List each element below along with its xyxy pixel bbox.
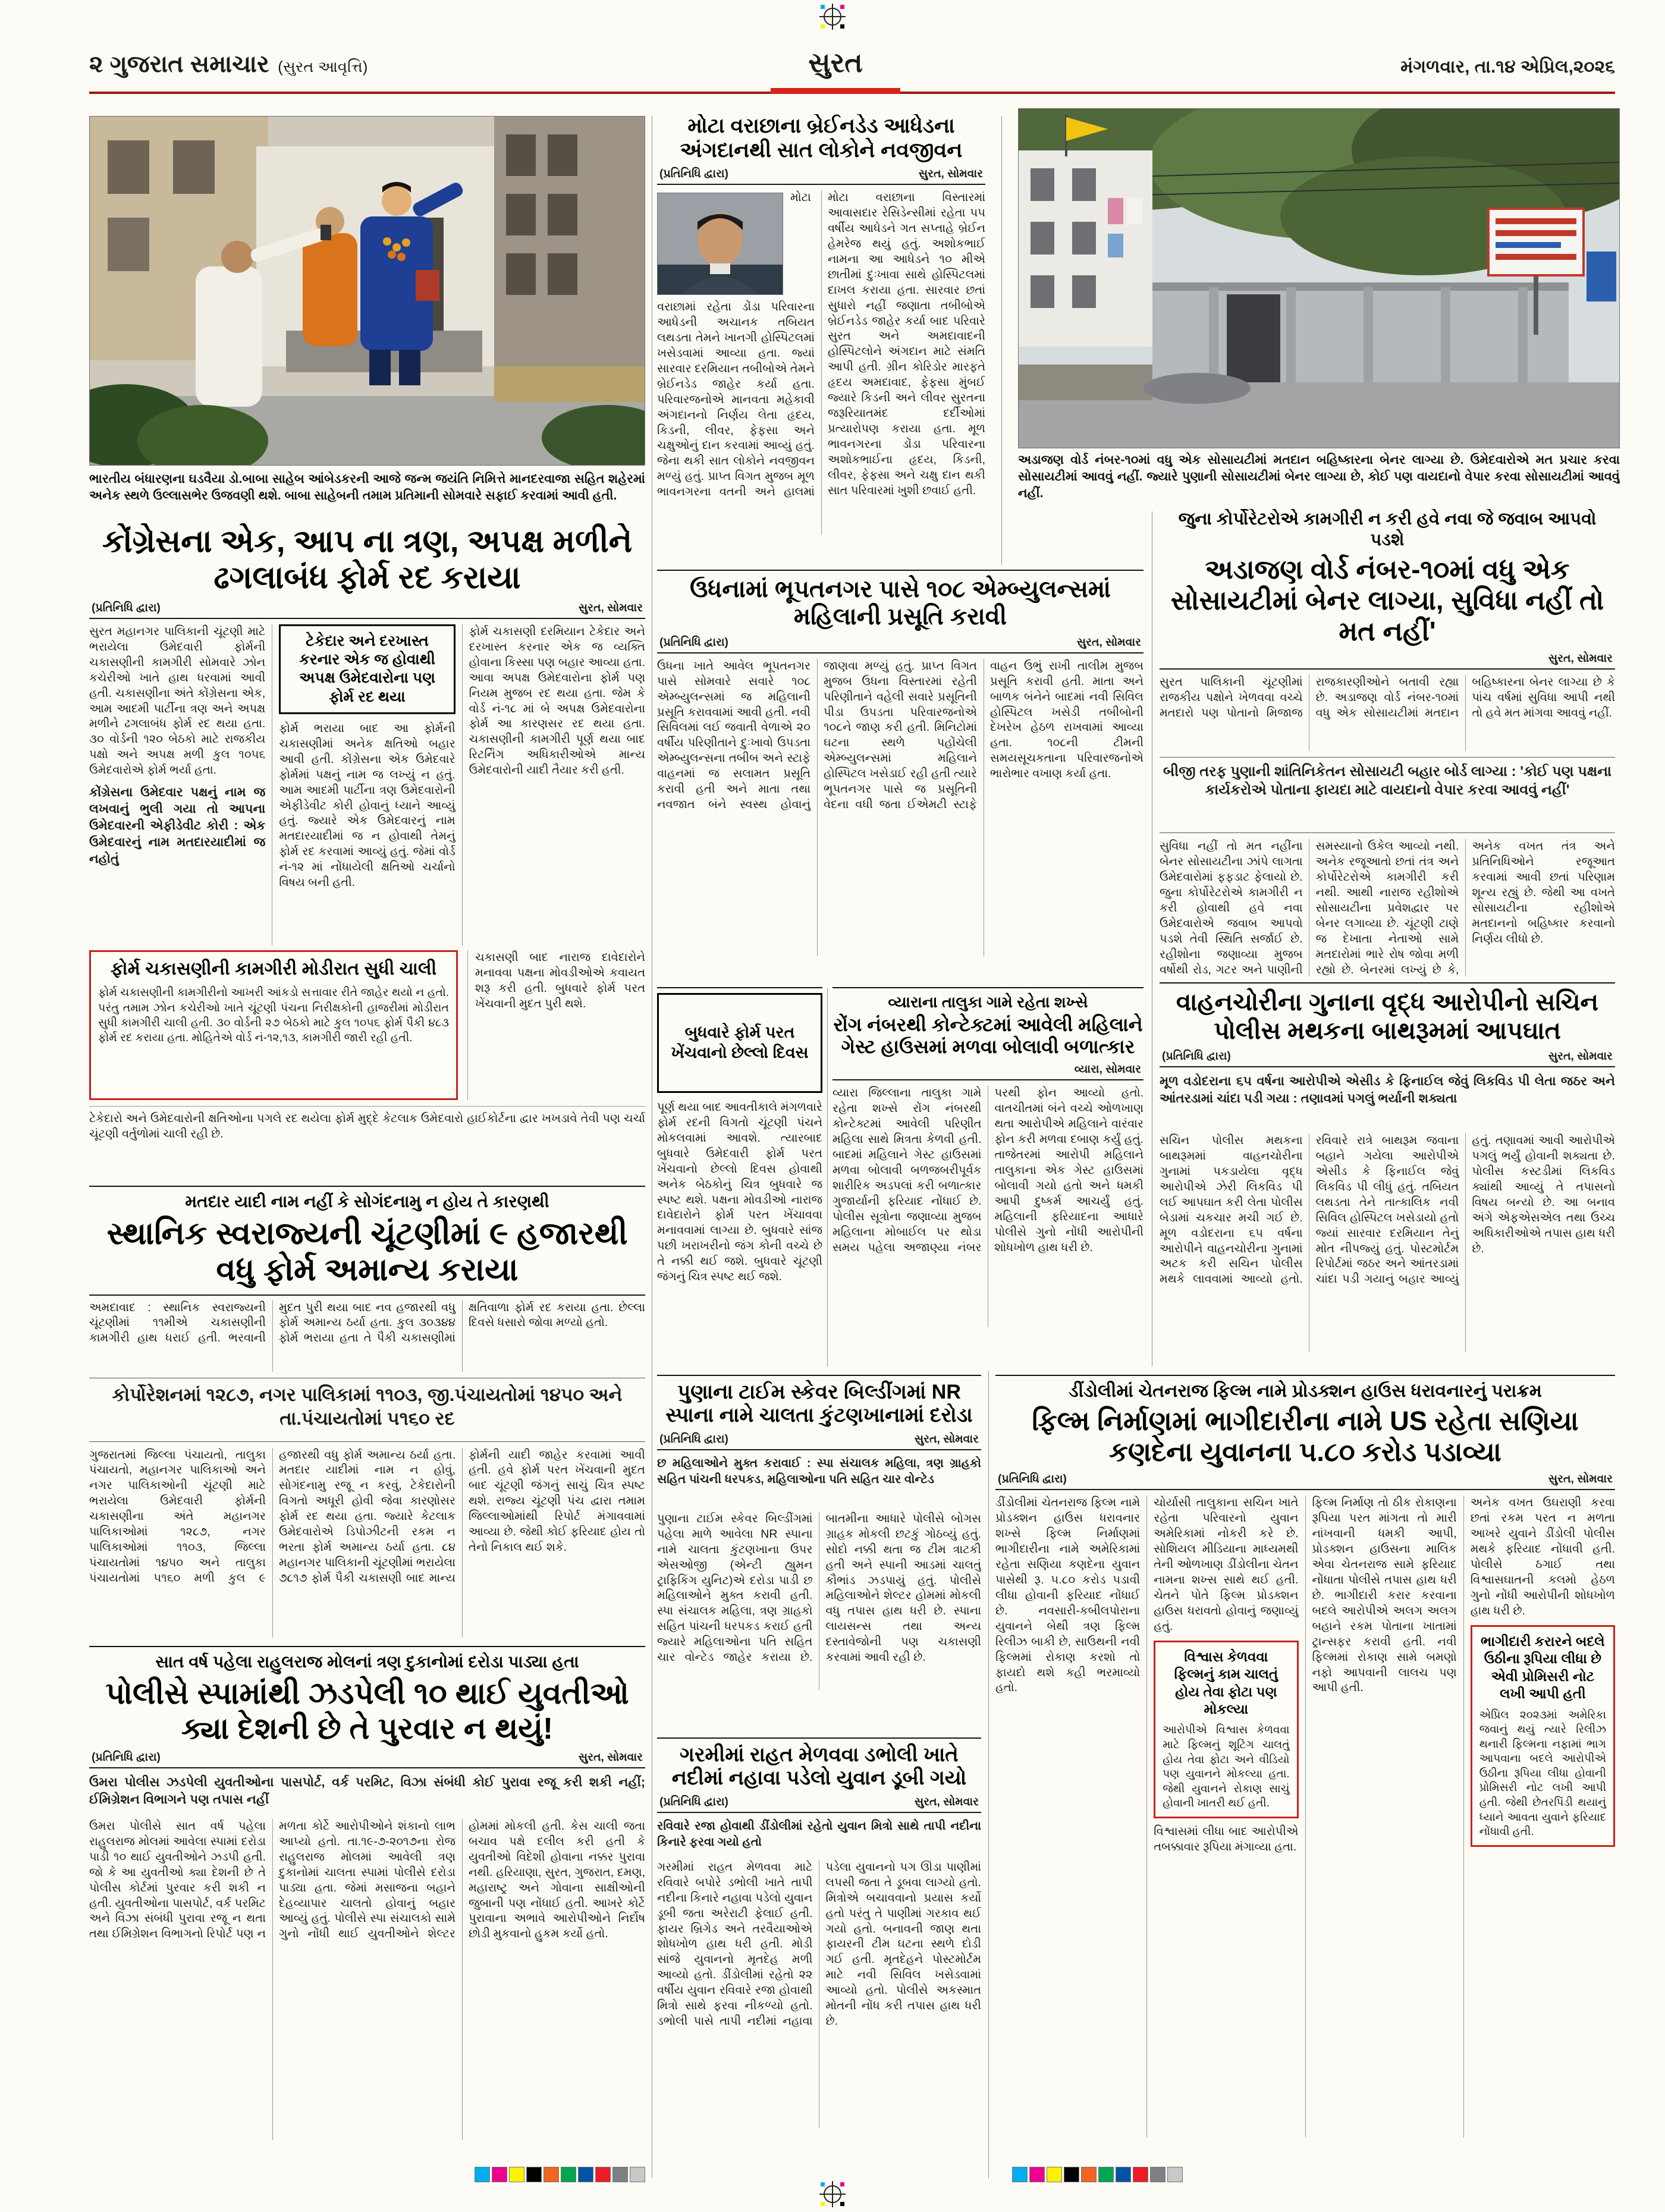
congress-tail-text: ટેકેદારો અને ઉમેદવારોની ક્ષતિઓના પગલે રદ થયેલા ફોર્મ મુદ્દે કેટલાક ઉમેદવારો હાઈકોર્ટના દ્વાર ખખડાવે તેવી પણ ચર્ચા ચૂંટણી વર્તુળોમાં ચાલી રહી છે. [89,1106,645,1158]
color-bar-right [1012,2167,1183,2182]
article-sachin-subhead: મૂળ વડોદરાના ૬૫ વર્ષના આરોપીએ એસીડ કે ફિનાઈલ જેવું લિકવિડ પી લેતા જઠર અને આંતરડામાં ચાંદા પડી ગયા : તણાવમાં પગલું ભર્યાની શક્યતા [1160,1074,1615,1106]
congress-col-2 [272,624,461,945]
article-udhna-headline: ઉધનામાં ભૂપતનગર પાસે ૧૦૮ એમ્બ્યુલન્સમાં મહિલાની પ્રસૂતિ કરાવી [690,576,1111,630]
article-sachin-suicide [1160,982,1615,1366]
film-col3-text: ફિલ્મ નિર્માણ તો ઠીક રોકાણના રૂપિયા પરત માંગતા તો મારી નાંખવાની ધમકી આપી, પ્રોડક્શન હાઉસના માલિક એવા ચેતનરાજ સામે ફરિયાદ નોંધાતા પોલીસે તપાસ હાથ ધરી છે. ભાગીદારી કરાર કરવાના બદલે આરોપીએ અલગ અલગ બહાને રકમ પોતાના ખાતામાં ટ્રાન્સફર કરાવી હતી. નવી ફિલ્મમાં રોકાણ સામે બમણો નફો આપવાની લાલચ પણ આપી હતી. [1312,1496,1457,1695]
article-election-kicker: મતદાર યાદી નામ નહીં કે સોગંદનામુ ન હોય તે કારણથી [185,1192,549,1211]
article-election-bodyB: ગુજરાતમાં જિલ્લા પંચાયતો, તાલુકા પંચાયતો, મહાનગર પાલિકાઓ અને નગર પાલિકાઓની ચૂંટણી માટે ભરાયેલા ઉમેદવારી ફોર્મની ચકાસણીના અંતે મહાનગર પાલિકાઓમાં ૧૨૮૭, નગર પાલિકાઓમાં ૧૧૦૩, જિલ્લા પંચાયતોમાં ૧૪૫૦ અને તાલુકા પંચાયતોમાં ૫૧૬૦ મળી કુલ ૯ હજારથી વધુ ફોર્મ અમાન્ય ઠર્યા હતા. મતદાર યાદીમાં નામ ન હોવું, સોગંદનામુ રજૂ ન કરવું, ટેકેદારોની વિગતો અધૂરી હોવી જેવા કારણોસર ફોર્મ રદ થયા હતા. જ્યારે કેટલાક ઉમેદવારોએ ડિપોઝીટની રકમ ન ભરતા ફોર્મ અમાન્ય ઠર્યા હતા. ૮૪ મહાનગર પાલિકાની ચૂંટણીમાં ભરાયેલા ૭૮૧૭ ફોર્મ પૈકી ચકાસણી બાદ માન્ય ફોર્મની યાદી જાહેર કરવામાં આવી હતી. હવે ફોર્મ પરત ખેંચવાની મુદત બાદ ચૂંટણી જંગનું સાચું ચિત્ર સ્પષ્ટ થશે. રાજ્ય ચૂંટણી પંચ દ્વારા તમામ જિલ્લાઓમાંથી રિપોર્ટ મંગાવવામાં આવ્યા છે. જેથી કોઈ ફરિયાદ હોય તો તેનો નિકાલ થઈ શકે. [89,1448,645,1585]
article-organ-donation [657,114,985,566]
article-thai-byline [89,1749,645,1768]
article-thai-bold: ઉમરા પોલીસ ઝડપેલી યુવતીઓના પાસપોર્ટ, વર્ક પરમિટ, વિઝા સંબંધી કોઈ પુરાવા રજૂ કરી શકી નહીં; ઈમિગ્રેશન વિભાગને પણ તપાસ નહીં [89,1774,645,1806]
article-nr-spa-raid [657,1375,981,1730]
byline-credit: (પ્રતિનિધિ દ્વારા) [998,1473,1067,1486]
article-film-byline [995,1471,1615,1490]
withdrawal-box-text: પૂર્ણ થયા બાદ આવતીકાલે મંગળવારે ફોર્મ રદની વિગતો ચૂંટણી પંચને મોકલવામાં આવશે. ત્યારબાદ બુધવારે ઉમેદવારી ફોર્મ પરત ખેંચવાનો છેલ્લો દિવસ હોવાથી અનેક બેઠકોનું ચિત્ર બુધવારે જ સ્પષ્ટ થશે. પક્ષના મોવડીઓ નારાજ દાવેદારોને ફોર્મ પરત ખેંચાવવા મનાવવામાં લાગ્યા છે. બુધવારે સાંજ પછી ખરાખરીનો જંગ કોની વચ્ચે છે તે નક્કી થઈ જશે. બુધવારે ચૂંટણી જંગનું ચિત્ર સ્પષ્ટ થઈ જશે. [657,1101,822,1284]
masthead-edition: (સુરત આવૃત્તિ) [278,58,368,76]
article-election-subhead: કોર્પોરેશનમાં ૧૨૮૭, નગર પાલિકામાં ૧૧૦૩, જી.પંચાયતોમાં ૧૪૫૦ અને તા.પંચાયતોમાં ૫૧૬૦ રદ [89,1378,645,1442]
film-col-1 [995,1495,1146,2138]
article-banner-body1: સુરત પાલિકાની ચૂંટણીમાં રાજકીય પક્ષોને ખેળવવા વચ્ચે મતદારો પણ પોતાનો મિજાજ રાજકારણીઓને બતાવી રહ્યા છે. અડાજણ વોર્ડ નંબર-૧૦માં વધુ એક સોસાયટીમાં મતદાન બહિષ્કારના બેનર લાગ્યા છે કે પાંચ વર્ષમાં સુવિધા આપી નથી તો હવે મત માંગવા આવવું નહીં. [1160,675,1615,719]
congress-col2-text: ફોર્મ ભરાયા બાદ આ ફોર્મની ચકાસણીમાં અનેક ક્ષતિઓ બહાર આવી હતી. કોંગ્રેસના એક ઉમેદવારે ફોર્મમાં પક્ષનું નામ જ લખ્યું ન હતું. આમ આદમી પાર્ટીના ત્રણ ઉમેદવારોની એફીડેવીટ કોરી હોવાનું ધ્યાને આવ્યું હતું. જ્યારે એક ઉમેદવારનું નામ મતદારયાદીમાં જ ન હોવાથી તેમનું ફોર્મ રદ કરવામાં આવ્યું હતું. જેમાં વોર્ડ નં-૧૨ માં નોંધાયેલી ક્ષતિઓ ચર્ચાનો વિષય બની હતી. [279,721,455,890]
section-title: સુરત [808,47,863,78]
film-redbox-photos-text: આરોપીએ વિશ્વાસ કેળવવા માટે ફિલ્મનું શૂટિંગ ચાલતું હોય તેવા ફોટા અને વીડિયો પણ યુવાનને મોકલ્યા હતા. જેથી યુવાનને રોકાણ સાચું હોવાની ખાતરી થઈ હતી. [1163,1723,1290,1809]
article-organ-text: મોટા વરાછામાં રહેતા ડોંડા પરિવારના આધેડની અચાનક તબિયત લથડતા તેમને ખાનગી હોસ્પિટલમાં ખસેડવામાં આવ્યા હતા. જ્યાં સારવાર દરમિયાન તબીબોએ તેમને બ્રેઈનડેડ જાહેર કર્યા હતા. પરિવારજનોએ માનવતા મહેકાવી અંગદાનનો નિર્ણય લેતા હૃદય, કિડની, લીવર, ફેફસા અને ચક્ષુઓનું દાન કરવામાં આવ્યું હતું. જેના થકી સાત લોકોને નવજીવન મળ્યું હતું. પ્રાપ્ત વિગત મુજબ મૂળ ભાવનગરના વતની અને હાલમાં મોટા વરાછાના વિસ્તારમાં આવાસદાર રેસિડેન્સીમાં રહેતા ૫૫ વર્ષીય આધેડને ગત સપ્તાહે બ્રેઈન હેમરેજ થયું હતું. અશોકભાઈ નામના આ આધેડને ૧૦ મીએ છાતીમાં દુઃખાવા સાથે હોસ્પિટલમાં દાખલ કરાયા હતા. સારવાર છતાં સુધારો નહીં જણાતા તબીબોએ બ્રેઈનડેડ જાહેર કર્યા બાદ પરિવારે સુરત અને અમદાવાદની હોસ્પિટલોને અંગદાન માટે સંમતિ આપી હતી. ગ્રીન કોરિડોર મારફતે હૃદય અમદાવાદ, ફેફસા મુંબઈ જ્યારે કિડની અને લીવર સુરતના જરૂરિયાતમંદ દર્દીઓમાં પ્રત્યારોપણ કરાયા હતા. મૂળ ભાવનગરના ડોંડા પરિવારના અશોકભાઈના હૃદય, કિડની, લીવર, ફેફસા અને ચક્ષુ દાન થકી સાત પરિવારમાં ખુશી છવાઈ હતી. [657,191,985,499]
congress-redbox [89,950,458,1100]
film-col-2 [1146,1495,1305,2138]
ambedkar-statue-photo-image [90,117,645,465]
byline-dateline: વ્યારા, સોમવાર [1074,1063,1141,1076]
congress-col-1 [89,624,272,945]
byline-dateline: સુરત, સોમવાર [1076,636,1141,649]
registration-mark-icon [819,4,846,30]
film-col1-text: ડીંડોલીમાં ચેતનરાજ ફિલ્મ નામે પ્રોડક્શન હાઉસ ધરાવનાર શખ્સે ફિલ્મ નિર્માણમાં ભાગીદારીના નામે અમેરિકામાં રહેતા સણિયા કણદેના યુવાન પાસેથી રૂ. ૫.૮૦ કરોડ પડાવી લીધા હોવાની ફરિયાદ નોંધાઈ છે. નવસારી-કબીલપોરાના યુવાનને બેથી ત્રણ ફિલ્મ રિલીઝ બાકી છે, સાઉથની નવી ફિલ્મમાં રોકાણ કરશો તો ફાયદો થશે કહી ભરમાવ્યો હતો. [995,1496,1141,1695]
column-rule-mid-top [1001,116,1002,565]
congress-col-3 [462,624,645,945]
withdrawal-lastday-block [657,987,822,1366]
byline-credit: (પ્રતિનિધિ દ્વારા) [659,1432,728,1446]
article-film-columns [995,1495,1615,2138]
article-sachin-body: સચિન પોલીસ મથકના બાથરૂમમાં વાહનચોરીના ગુનામાં પકડાયેલા વૃદ્ધ આરોપીએ ઝેરી લિકવિડ પી લઈ આપઘાત કરી લેતા પોલીસ બેડામાં ચકચાર મચી ગઈ છે. મૂળ વડોદરાના ૬૫ વર્ષના આરોપીને વાહનચોરીના ગુનામાં અટક કરી સચિન પોલીસ મથકે લાવવામાં આવ્યો હતો. રવિવારે રાત્રે બાથરૂમ જવાના બહાને ગયેલા આરોપીએ એસીડ કે ફિનાઈલ જેવું લિકવિડ પી લીધું હતું. તબિયત લથડતા તેને તાત્કાલિક નવી સિવિલ હોસ્પિટલ ખસેડાયો હતો જ્યાં સારવાર દરમિયાન તેનું મોત નીપજ્યું હતું. પોસ્ટમોર્ટમ રિપોર્ટમાં જઠર અને આંતરડામાં ચાંદા પડી ગયાનું બહાર આવ્યું હતું. તણાવમાં આવી આરોપીએ પગલું ભર્યું હોવાની શક્યતા છે. પોલીસ કસ્ટડીમાં લિકવિડ ક્યાંથી આવ્યું તે તપાસનો વિષય બન્યો છે. આ બનાવ અંગે એફએસએલ તથા ઉચ્ચ અધિકારીઓએ તપાસ હાથ ધરી છે. [1160,1134,1615,1286]
article-thai-spa-case [89,1646,645,2178]
article-banner-subhead: બીજી તરફ પુણાની શાંતિનિકેતન સોસાયટી બહાર બોર્ડ લાગ્યા : 'કોઈ પણ પક્ષના કાર્યકરોએ પોતાના ફાયદા માટે વાયદાનો વેપાર કરવા આવવું નહીં' [1160,757,1615,833]
article-vyara-crime [832,987,1143,1366]
organ-donor-portrait-image [658,193,783,294]
film-col2-text-a: ચોર્યાસી તાલુકાના સચિન ખાતે રહેતા પરિવારનો યુવાન અમેરિકામાં નોકરી કરે છે. સોશિયલ મીડિયાના માધ્યમથી તેની ઓળખાણ ડીંડોલીના ચેતન નામના શખ્સ સાથે થઈ હતી. ચેતને પોતે ફિલ્મ પ્રોડક્શન હાઉસ ધરાવતો હોવાનું જણાવ્યું હતું. [1154,1496,1299,1633]
byline-dateline: સુરત, સોમવાર [1548,1050,1613,1063]
article-sachin-headline: વાહનચોરીના ગુનાના વૃદ્ધ આરોપીનો સચિન પોલીસ મથકના બાથરૂમમાં આપઘાત [1176,988,1599,1044]
society-banner-photo [1018,108,1620,448]
byline-dateline: સુરત, સોમવાર [578,601,643,614]
article-organ-body [657,190,985,535]
article-congress-forms [89,523,645,1177]
byline-credit: (પ્રતિનિધિ દ્વારા) [92,601,161,614]
page-date: મંગળવાર, તા.૧૪ એપ્રિલ,૨૦૨૬ [1400,57,1615,77]
ambedkar-statue-photo [89,116,645,466]
byline-dateline: સુરત, સોમવાર [578,1751,643,1764]
article-spa-body: પુણાના ટાઈમ સ્કેવર બિલ્ડીંગમાં પહેલા માળે આવેલા NR સ્પાના નામે ચાલતા કુંટણખાના ઉપર એસઓજી (એન્ટી હ્યુમન ટ્રાફિકિંગ યુનિટ)એ દરોડા પાડી છ મહિલાઓને મુક્ત કરાવી હતી. સ્પા સંચાલક મહિલા, ત્રણ ગ્રાહકો સહિત પાંચની ધરપકડ કરાઈ હતી જ્યારે મહિલાઓના પતિ સહિત ચાર વોન્ટેડ જાહેર કરાયા છે. બાતમીના આધારે પોલીસે બોગસ ગ્રાહક મોકલી છટકું ગોઠવ્યું હતું. સોદો નક્કી થતા જ ટીમ ત્રાટકી હતી અને સ્પાની આડમાં ચાલતું કૌભાંડ ઝડપાયું હતું. પોલીસે મહિલાઓને શેલ્ટર હોમમાં મોકલી વધુ તપાસ હાથ ધરી છે. સ્પાના લાયસન્સ તથા અન્ય દસ્તાવેજોની પણ ચકાસણી કરવામાં આવી રહી છે. [657,1512,981,1664]
congress-side-text: ચકાસણી બાદ નારાજ દાવેદારોને મનાવવા પક્ષના મોવડીઓએ કવાયત શરૂ કરી હતી. બુધવારે ફોર્મ પરત ખેંચવાની મુદત પુરી થશે. [467,950,645,1100]
masthead [89,51,624,78]
article-sachin-byline [1160,1048,1615,1067]
film-col4-text: અનેક વખત ઉઘરાણી કરવા છતાં રકમ પરત ન મળતા આખરે યુવાને ડીંડોલી પોલીસ મથકે ફરિયાદ નોંધાવી હતી. પોલીસે ઠગાઈ તથા વિશ્વાસઘાતની કલમો હેઠળ ગુનો નોંધી આરોપીની શોધખોળ હાથ ધરી છે. [1470,1496,1615,1617]
congress-redbox-text: ફોર્મ ચકાસણીની કામગીરીનો આખરી આંકડો સત્તાવાર રીતે જાહેર થયો ન હતો. પરંતુ તમામ ઝોન કચેરીઓ ખાતે ચૂંટણી પંચના નિરીક્ષકોની હાજરીમાં મોડીરાત સુધી કામગીરી ચાલી હતી. ૩૦ વોર્ડની ૨૭ બેઠકો માટે કુલ ૧૦૫૬ ફોર્મ પૈકી ૪૮૩ ફોર્મ રદ કરાયા હતા. મોહિતેએ વોર્ડ નં-૧૨,૧૩, કામગીરી જારી રહી હતી. [98,986,449,1045]
masthead-title: ૨ ગુજરાત સમાચાર [89,51,269,77]
article-film-fraud [995,1375,1615,2178]
column-rule-mid-bottom [988,1371,989,2178]
film-col-4 [1463,1495,1615,2138]
article-udhna-ambulance [657,570,1143,980]
article-udhna-byline [657,634,1143,653]
byline-credit: (પ્રતિનિધિ દ્વારા) [659,168,728,181]
congress-col1-text: સુરત મહાનગર પાલિકાની ચૂંટણી માટે ભરાયેલા ઉમેદવારી ફોર્મની ચકાસણીની કામગીરી સોમવારે ઝોન કચેરીઓ ખાતે હાથ ધરવામાં આવી હતી. ચકાસણીના અંતે કોંગ્રેસના એક, આમ આદમી પાર્ટીના ત્રણ અને અપક્ષ મળીને ઢગલાબંધ ફોર્મ રદ થયા હતા. ૩૦ વોર્ડની ૧૨૦ બેઠકો માટે રાજકીય પક્ષો અને અપક્ષ મળી કુલ ૧૦૫૬ ઉમેદવારોએ ફોર્મ ભર્યા હતા. [89,624,266,777]
article-congress-columns [89,624,645,945]
article-spa-byline [657,1431,981,1450]
article-garmi-bold: રવિવારે રજા હોવાથી ડીંડોલીમાં રહેતો યુવાન મિત્રો સાથે તાપી નદીના કિનારે ફરવા ગયો હતો [657,1819,981,1849]
article-banner-body2: સુવિધા નહીં તો મત નહીંના બેનર સોસાયટીના ઝાંપે લાગતા ઉમેદવારોમાં ફફડાટ ફેલાયો છે. જુના કોર્પોરેટરોએ કામગીરી ન કરી હોવાથી હવે નવા ઉમેદવારોએ જવાબ આપવો પડશે તેવી સ્થિતિ સર્જાઈ છે. રહીશોના જણાવ્યા મુજબ વર્ષોથી રોડ, ગટર અને પાણીની સમસ્યાનો ઉકેલ આવ્યો નથી. અનેક રજૂઆતો છતાં તંત્ર અને કોર્પોરેટરોએ કામગીરી કરી નથી. આથી નારાજ રહીશોએ સોસાયટીના પ્રવેશદ્વાર પર બેનર લગાવ્યા છે. ચૂંટણી ટાણે જ દેખાતા નેતાઓ સામે મતદારોમાં ભારે રોષ જોવા મળી રહ્યો છે. બેનરમાં લખ્યું છે કે, અનેક વખત તંત્ર અને પ્રતિનિધિઓને રજૂઆત કરવામાં આવી છતાં પરિણામ શૂન્ય રહ્યું છે. જેથી આ વખતે સોસાયટીના રહીશોએ મતદાનનો બહિષ્કાર કરવાનો નિર્ણય લીધો છે. [1160,840,1615,976]
byline-credit: (પ્રતિનિધિ દ્વારા) [659,636,728,649]
article-election-forms [89,1186,645,1638]
article-thai-kicker: સાત વર્ષ પહેલા રાહુલરાજ મોલનાં ત્રણ દુકાનોમાં દરોડા પાડ્યા હતા [155,1652,579,1671]
article-banner-byline [1160,651,1615,670]
film-col-3 [1305,1495,1463,2138]
column-rule-inner [827,988,828,1366]
article-organ-headline: મોટા વરાછાના બ્રેઈનડેડ આધેડના અંગદાનથી સાત લોકોને નવજીવન [680,114,963,162]
article-film-headline: ફિલ્મ નિર્માણમાં ભાગીદારીના નામે US રહેતા સણિયા કણદેના યુવાનના ૫.૮૦ કરોડ પડાવ્યા [1032,1406,1579,1468]
article-banner-headline: અડાજણ વોર્ડ નંબર-૧૦માં વધુ એક સોસાયટીમાં બેનર લાગ્યા, સુવિધા નહીં તો મત નહીં' [1170,554,1604,646]
byline-dateline: સુરત, સોમવાર [914,1432,979,1446]
left-photo-caption: ભારતીય બંધારણના ઘડવૈયા ડો.બાબા સાહેબ આંબેડકરની આજે જન્મ જયંતિ નિમિત્તે માનદરવાજા સહિત શહેરમાં અનેક સ્થળે ઉલ્લાસભેર ઉજવણી થશે. બાબા સાહેબની તમામ પ્રતિમાની સોમવારે સફાઈ કરવામાં આવી હતી. [89,472,645,503]
article-garmi-body: ગરમીમાં રાહત મેળવવા માટે રવિવારે બપોરે ડભોલી ખાતે તાપી નદીના કિનારે નહાવા પડેલો યુવાન ડૂબી જતા અરેરાટી ફેલાઈ હતી. ફાયર બ્રિગેડ અને તરવૈયાઓએ શોધખોળ હાથ ધરી હતી. મોડી સાંજે યુવાનનો મૃતદેહ મળી આવ્યો હતો. ડીંડોલીમાં રહેતો ૨૨ વર્ષીય યુવાન રવિવારે રજા હોવાથી મિત્રો સાથે ફરવા નીકળ્યો હતો. ડભોલી પાસે તાપી નદીમાં નહાવા પડેલા યુવાનનો પગ ઊંડા પાણીમાં લપસી જતા તે ડૂબવા લાગ્યો હતો. મિત્રોએ બચાવવાનો પ્રયાસ કર્યો હતો પરંતુ તે પાણીમાં ગરકાવ થઈ ગયો હતો. બનાવની જાણ થતા ફાયરની ટીમ ઘટના સ્થળે દોડી ગઈ હતી. મૃતદેહને પોસ્ટમોર્ટમ માટે નવી સિવિલ ખસેડવામાં આવ્યો હતો. પોલીસે અકસ્માત મોતની નોંધ કરી તપાસ હાથ ધરી છે. [657,1860,981,2028]
withdrawal-box-title: બુધવારે ફોર્મ પરત ખેંચવાનો છેલ્લો દિવસ [657,993,822,1093]
film-redbox-photos [1154,1641,1298,1818]
article-garmi-byline [657,1794,981,1813]
film-redbox-photos-title: વિશ્વાસ કેળવવા ફિલ્મનું કામ ચાલતું હોય તેવા ફોટા પણ મોકલ્યા [1174,1648,1278,1717]
congress-box-headline: ટેકેદાર અને દરખાસ્ત કરનાર એક જ હોવાથી અપક્ષ ઉમેદવારોના પણ ફોર્મ રદ થયા [279,624,455,714]
article-organ-byline [657,166,985,185]
article-vyara-byline [832,1061,1143,1080]
byline-credit: (પ્રતિનિધિ દ્વારા) [659,1795,728,1808]
article-udhna-body: ઉધના ખાતે આવેલ ભૂપતનગર પાસે સોમવારે સવારે ૧૦૮ એમ્બ્યુલન્સમાં જ મહિલાની પ્રસૂતિ કરાવવામાં આવી હતી. નવી સિવિલમાં લઈ જવાતી વેળાએ ૨૦ વર્ષીય પરિણીતાને દુઃખાવો ઉપડતા એમ્બ્યુલન્સના તબીબ અને સ્ટાફે વાહનમાં જ સલામત પ્રસૂતિ કરાવી હતી અને માતા તથા નવજાત બંને સ્વસ્થ હોવાનું જાણવા મળ્યું હતું. પ્રાપ્ત વિગત મુજબ ઉધના વિસ્તારમાં રહેતી પરિણીતાને વહેલી સવારે પ્રસૂતિની પીડા ઉપડતા પરિવારજનોએ ૧૦૮ને જાણ કરી હતી. મિનિટોમાં ઘટના સ્થળે પહોંચેલી એમ્બ્યુલન્સમાં મહિલાને હોસ્પિટલ ખસેડાઈ રહી હતી ત્યારે ભૂપતનગર પાસે જ પ્રસૂતિની વેદના વધી જતા ઈએમટી સ્ટાફે વાહન ઉભું રાખી તાલીમ મુજબ પ્રસૂતિ કરાવી હતી. માતા અને બાળક બંનેને બાદમાં નવી સિવિલ હોસ્પિટલ ખસેડી તબીબોની દેખરેખ હેઠળ રાખવામાં આવ્યા હતા. ૧૦૮ની ટીમની સમયસૂચકતાના પરિવારજનોએ ભારોભાર વખાણ કર્યા હતા. [657,659,1143,812]
film-col2-text-b: વિશ્વાસમાં લીધા બાદ આરોપીએ તબક્કાવાર રૂપિયા મંગાવ્યા હતા. [1154,1824,1299,1853]
article-thai-body: ઉમરા પોલીસે સાત વર્ષ પહેલા રાહુલરાજ મોલમાં આવેલા સ્પામાં દરોડા પાડી ૧૦ થાઈ યુવતીઓને ઝડપી હતી. જો કે આ યુવતીઓ ક્યા દેશની છે તે પોલીસ કોર્ટમાં પુરવાર કરી શકી ન હતી. યુવતીઓના પાસપોર્ટ, વર્ક પરમિટ અને વિઝા સંબંધી પુરાવા રજૂ ન થતા તથા ઈમિગ્રેશન વિભાગનો રિપોર્ટ પણ ન મળતા કોર્ટે આરોપીઓને શંકાનો લાભ આપ્યો હતો. તા.૧૯-૭-૨૦૧૭ના રોજ રાહુલરાજ મોલમાં આવેલી ત્રણ દુકાનોમાં ચાલતા સ્પામાં પોલીસે દરોડા પાડ્યા હતા. જેમાં મસાજના બહાને દેહવ્યાપાર ચાલતો હોવાનું બહાર આવ્યું હતું. પોલીસે સ્પા સંચાલકો સામે ગુનો નોંધી થાઈ યુવતીઓને શેલ્ટર હોમમાં મોકલી હતી. કેસ ચાલી જતા બચાવ પક્ષે દલીલ કરી હતી કે યુવતીઓ વિદેશી હોવાના નક્કર પુરાવા નથી. હરિયાણા, સુરત, ગુજરાત, દમણ, મહારાષ્ટ્ર અને ગોવાના સાક્ષીઓની જુબાની પણ નોંધાઈ હતી. આખરે કોર્ટે પુરાવાના અભાવે આરોપીઓને નિર્દોષ છોડી મુકવાનો હુકમ કર્યો હતો. [89,1819,645,1941]
congress-box-row [89,950,645,1100]
article-spa-headline: પુણાના ટાઈમ સ્કેવર બિલ્ડીંગમાં NR સ્પાના નામે ચાલતા કુંટણખાનામાં દરોડા [665,1381,973,1427]
byline-dateline: સુરત, સોમવાર [1548,652,1613,665]
byline-dateline: સુરત, સોમવાર [918,168,983,181]
section-underline [771,88,900,94]
congress-redbox-title: ફોર્મ ચકાસણીની કામગીરી મોડીરાત સુધી ચાલી [110,959,437,979]
film-redbox-promissory-title: ભાગીદારી કરારને બદલે ઉઠીના રૂપિયા લીધા છે એવી પ્રોમિસરી નોટ લખી આપી હતી [1481,1633,1605,1702]
right-photo-caption: અડાજણ વોર્ડ નંબર-૧૦માં વધુ એક સોસાયટીમાં મતદાન બહિષ્કારના બેનર લાગ્યા છે. ઉમેદવારોએ મત પ્રચાર કરવા સોસાયટીમાં આવવું નહીં. જ્યારે પુણાની સોસાયટીમાં બેનર લાગ્યા છે, કોઈ પણ વાયદાનો વેપાર કરવા સોસાયટીમાં આવવું નહીં. [1018,453,1620,501]
registration-mark-bottom-icon [819,2181,846,2207]
article-spa-bold: છ મહિલાઓને મુક્ત કરાવાઈ : સ્પા સંચાલક મહિલા, ત્રણ ગ્રાહકો સહિત પાંચની ધરપકડ, મહિલાઓના પતિ સહિત ચાર વોન્ટેડ [657,1456,981,1486]
article-vyara-headline: રોંગ નંબરથી કોન્ટેક્ટમાં આવેલી મહિલાને ગેસ્ટ હાઉસમાં મળવા બોલાવી બળાત્કાર [833,1014,1143,1058]
film-redbox-promissory [1471,1625,1615,1847]
article-drowning [657,1737,981,2178]
byline-dateline: સુરત, સોમવાર [1548,1473,1613,1486]
byline-credit: (પ્રતિનિધિ દ્વારા) [1162,1050,1231,1063]
article-congress-byline [89,600,645,619]
society-banner-photo-image [1019,109,1619,448]
article-election-headline: સ્થાનિક સ્વરાજ્યની ચૂંટણીમાં ૯ હજારથી વધુ ફોર્મ અમાન્ય કરાયા [106,1215,628,1288]
film-redbox-promissory-text: એપ્રિલ ૨૦૨૩માં અમેરિકા જવાનું થયું ત્યારે રિલીઝ થનારી ફિલ્મના નફામાં ભાગ આપવાના બદલે આરોપીએ ઉઠીના રૂપિયા લીધા હોવાની પ્રોમિસરી નોટ લખી આપી હતી. જેથી છેતરપિંડી થયાનું ધ્યાને આવતા યુવાને ફરિયાદ નોંધાવી હતી. [1479,1708,1606,1838]
organ-donor-portrait [657,193,783,295]
article-thai-headline: પોલીસે સ્પામાંથી ઝડપેલી ૧૦ થાઈ યુવતીઓ ક્યા દેશની છે તે પુરવાર ન થયું! [105,1676,629,1745]
byline-dateline: સુરત, સોમવાર [914,1795,979,1808]
article-garmi-headline: ગરમીમાં રાહત મેળવવા ડભોલી ખાતે નદીમાં નહાવા પડેલો યુવાન ડૂબી ગયો [671,1743,967,1790]
byline-credit: (પ્રતિનિધિ દ્વારા) [92,1751,161,1764]
article-vyara-body: વ્યારા જિલ્લાના તાલુકા ગામે રહેતા શખ્સે રોંગ નંબરથી કોન્ટેક્ટમાં આવેલી પરિણીત મહિલા સાથે મિત્રતા કેળવી હતી. બાદમાં મહિલાને ગેસ્ટ હાઉસમાં મળવા બોલાવી બળજબરીપૂર્વક શારીરિક અડપલાં કરી બળાત્કાર ગુજાર્યાની ફરિયાદ નોંધાઈ છે. પોલીસ સૂત્રોના જણાવ્યા મુજબ મહિલાના મોબાઈલ પર થોડા સમય પહેલા અજાણ્યા નંબર પરથી ફોન આવ્યો હતો. વાતચીતમાં બંને વચ્ચે ઓળખાણ થતા આરોપીએ મહિલાને વારંવાર ફોન કરી મળવા દબાણ કર્યું હતું. તાજેતરમાં આરોપી મહિલાને તાલુકાના એક ગેસ્ટ હાઉસમાં બોલાવી ગયો હતો અને ધમકી આપી દુષ્કર્મ આચર્યું હતું. મહિલાની ફરિયાદના આધારે પોલીસે ગુનો નોંધી આરોપીની શોધખોળ હાથ ધરી છે. [832,1086,1143,1254]
color-bar-left [475,2167,645,2182]
article-election-bodyA: અમદાવાદ : સ્થાનિક સ્વરાજ્યની ચૂંટણીમાં ૧૧મીએ ચકાસણીની કામગીરી હાથ ધરાઈ હતી. ભરવાની મુદત પુરી થયા બાદ નવ હજારથી વધુ ફોર્મ અમાન્ય ઠર્યા હતા. કુલ ૩૦૩૪૪ ફોર્મ ભરાયા હતા તે પૈકી ચકાસણીમાં ક્ષતિવાળા ફોર્મ રદ કરાયા હતા. છેલ્લા દિવસે ધસારો જોવા મળ્યો હતો. [89,1294,645,1372]
article-film-kicker: ડીંડોલીમાં ચેતનરાજ ફિલ્મ નામે પ્રોડક્શન હાઉસ ધરાવનારનું પરાક્રમ [1069,1381,1542,1401]
congress-col3-text: ફોર્મ ચકાસણી દરમિયાન ટેકેદાર અને દરખાસ્ત કરનાર એક જ વ્યક્તિ હોવાના કિસ્સા પણ બહાર આવ્યા હતા. આવા અપક્ષ ઉમેદવારોના ફોર્મ પણ નિયમ મુજબ રદ થયા હતા. જેમ કે વોર્ડ નં-૧૮ માં બે અપક્ષ ઉમેદવારોના ફોર્મ આ કારણસર રદ થયા હતા. ચકાસણીની કામગીરી પૂર્ણ થયા બાદ રિટર્નિંગ અધિકારીઓએ માન્ય ઉમેદવારોની યાદી તૈયાર કરી હતી. [469,624,645,777]
article-congress-headline: કોંગ્રેસના એક, આપ ના ત્રણ, અપક્ષ મળીને ઢગલાબંધ ફોર્મ રદ કરાયા [102,524,633,596]
congress-lede: કોંગ્રેસના ઉમેદવાર પક્ષનું નામ જ લખવાનું ભુલી ગયા તો આપના ઉમેદવારની એફીડેવીટ કોરી : એક ઉમેદવારનું નામ મતદારયાદીમાં જ નહોતું [89,785,266,866]
article-banner-kicker: જુના કોર્પોરેટરોએ કામગીરી ન કરી હવે નવા જે જવાબ આપવો પડશે [1178,510,1597,549]
article-vyara-kicker: વ્યારાના તાલુકા ગામે રહેતા શખ્સે [888,993,1088,1011]
article-adajan-banner [1160,509,1615,976]
